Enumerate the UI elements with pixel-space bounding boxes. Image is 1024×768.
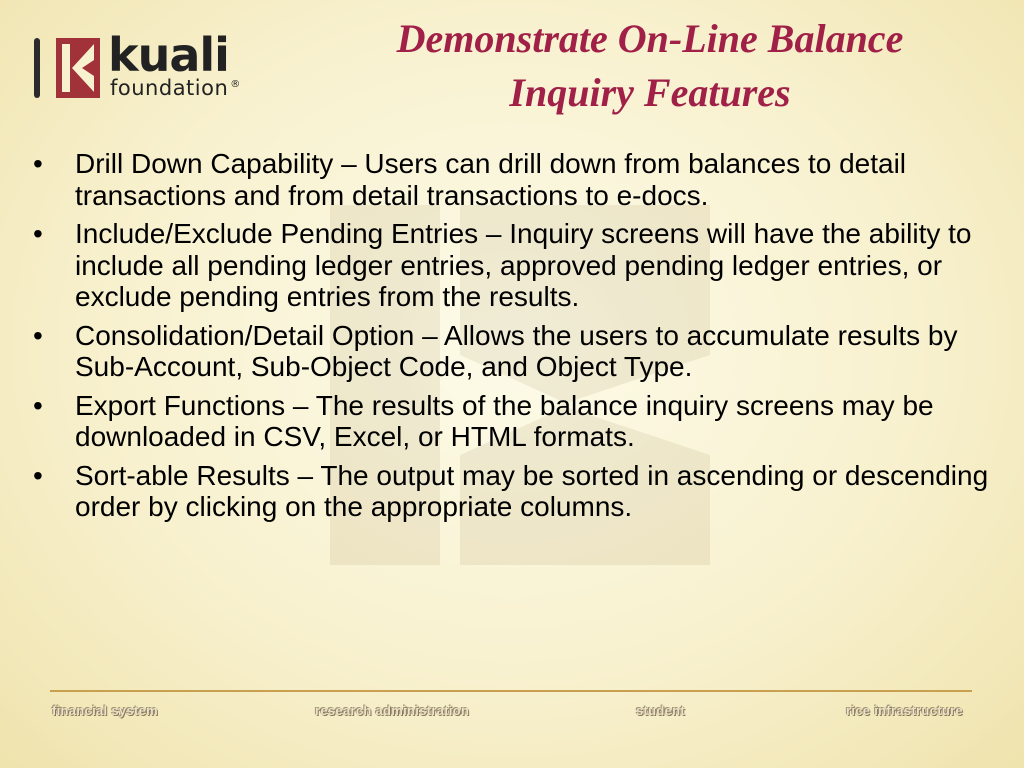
bullet-item [30, 218, 990, 313]
bullet-item [30, 460, 990, 523]
registered-mark: ® [230, 79, 241, 90]
bullet-dot-icon: • [33, 319, 43, 351]
bullet-text: Sort-able Results – The output may be sorted in ascending or descending order by clicking on the appropriate columns. [75, 459, 989, 522]
bullet-dot-icon: • [33, 148, 43, 179]
bullet-text: Include/Exclude Pending Entries – Inquiry screens will have the ability to include all pending ledger entries, approved pending ledger entries, or exclude pending entries from the results. [75, 218, 972, 312]
title-line-1: Demonstrate On-Line Balance [396, 16, 904, 61]
footer-student: student [636, 703, 686, 718]
bullet-dot-icon: • [33, 218, 43, 249]
bullet-item [30, 148, 990, 211]
bullet-dot-icon: • [33, 459, 43, 491]
footer-research-administration: research administration [315, 703, 470, 718]
bullet-dot-icon: • [33, 389, 43, 421]
bullet-text: Export Functions – The results of the balance inquiry screens may be downloaded in CSV, Excel, or HTML formats. [75, 389, 934, 452]
logo-subtitle [110, 78, 241, 99]
slide-title [300, 12, 1000, 120]
kuali-k-icon [56, 38, 100, 98]
bullet-item [30, 320, 990, 383]
bullet-text: Consolidation/Detail Option – Allows the users to accumulate results by Sub-Account, Sub-Object Code, and Object Type. [75, 319, 958, 382]
footer-divider [50, 690, 972, 692]
bullet-item [30, 390, 990, 453]
footer-rice-infrastructure: rice infrastructure [846, 703, 963, 718]
kuali-logo [34, 28, 294, 104]
logo-wordmark: kuali [108, 28, 229, 82]
logo-subtitle-text: foundation [110, 76, 229, 100]
bullet-list [30, 148, 990, 530]
footer-financial-system: financial system [52, 703, 158, 718]
logo-bar [34, 38, 40, 98]
bullet-text: Drill Down Capability – Users can drill down from balances to detail transactions and from detail transactions to e-docs. [75, 148, 907, 211]
title-line-2: Inquiry Features [509, 70, 791, 115]
